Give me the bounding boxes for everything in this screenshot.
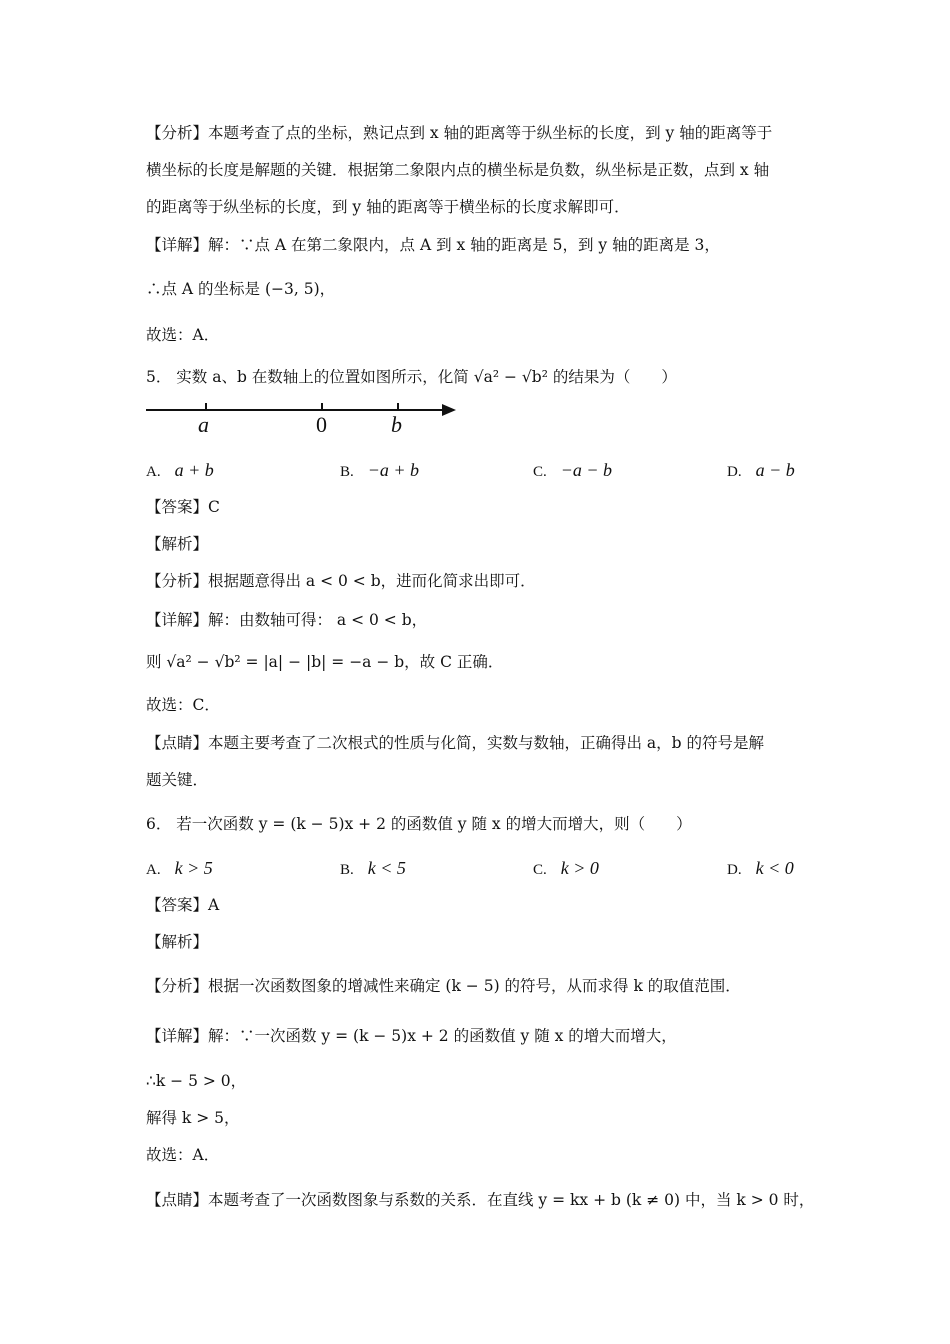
text-line: ∴点 A 的坐标是 (−3, 5)， — [146, 280, 336, 298]
choice-value: a − b — [755, 460, 795, 480]
q5-choice-a — [146, 459, 214, 483]
q6-choice-c — [533, 857, 599, 881]
choice-value: −a + b — [367, 460, 420, 480]
choice-label: B. — [340, 464, 354, 480]
choice-value: k > 5 — [174, 858, 213, 878]
number-line-label-a: a — [198, 412, 209, 437]
choice-value: −a − b — [560, 460, 613, 480]
choice-label: C. — [533, 862, 547, 878]
text-line: 【分析】根据一次函数图象的增减性来确定 (k − 5) 的符号，从而求得 k 的取值范围． — [146, 977, 741, 995]
number-line-label-b: b — [391, 412, 402, 437]
text-line: 故选：A． — [146, 326, 220, 344]
text-line: 故选：A． — [146, 1146, 220, 1164]
choice-value: a + b — [174, 460, 214, 480]
q6-choice-a — [146, 857, 213, 881]
choice-label: B. — [340, 862, 354, 878]
text-line: 题关键． — [146, 771, 209, 789]
choice-label: A. — [146, 862, 161, 878]
text-line: 故选：C． — [146, 696, 220, 714]
number-line-arrow — [442, 404, 456, 416]
text-line: 【答案】A — [146, 896, 220, 914]
text-line: ∴k − 5 > 0， — [146, 1072, 247, 1090]
text-line: 【详解】解：∵点 A 在第二象限内，点 A 到 x 轴的距离是 5，到 y 轴的距离是 3， — [146, 236, 720, 254]
text-line: 【解析】 — [146, 535, 209, 553]
q5-choice-b — [340, 459, 419, 483]
text-line: 【分析】本题考查了点的坐标，熟记点到 x 轴的距离等于纵坐标的长度，到 y 轴的距离等于 — [146, 124, 773, 142]
choice-value: k > 0 — [560, 858, 599, 878]
number-line-figure — [144, 398, 464, 438]
text-line: 【点睛】本题考查了一次函数图象与系数的关系．在直线 y = kx + b (k ≠ 0) 中，当 k > 0 时， — [146, 1191, 815, 1209]
question-6-stem: 6． 若一次函数 y = (k − 5)x + 2 的函数值 y 随 x 的增大而增大，则（ ） — [146, 815, 692, 833]
choice-value: k < 5 — [367, 858, 406, 878]
choice-label: D. — [727, 862, 742, 878]
question-5-stem: 5． 实数 a、b 在数轴上的位置如图所示，化简 √a² − √b² 的结果为（ ） — [146, 368, 677, 386]
q5-choice-d — [727, 459, 795, 483]
q5-choice-c — [533, 459, 612, 483]
text-line: 【解析】 — [146, 933, 209, 951]
number-line-label-zero: 0 — [316, 412, 327, 437]
choice-label: C. — [533, 464, 547, 480]
text-line: 【详解】解：由数轴可得： a < 0 < b， — [146, 611, 428, 629]
text-line: 横坐标的长度是解题的关键．根据第二象限内点的横坐标是负数，纵坐标是正数，点到 x 轴 — [146, 161, 770, 179]
choice-label: D. — [727, 464, 742, 480]
text-line: 【分析】根据题意得出 a < 0 < b，进而化简求出即可． — [146, 572, 536, 590]
text-line: 【点睛】本题主要考查了二次根式的性质与化简，实数与数轴，正确得出 a，b 的符号是解 — [146, 734, 765, 752]
choice-label: A. — [146, 464, 161, 480]
q6-choice-b — [340, 857, 406, 881]
text-line: 【详解】解：∵一次函数 y = (k − 5)x + 2 的函数值 y 随 x 的增大而增大， — [146, 1027, 677, 1045]
text-line: 的距离等于纵坐标的长度，到 y 轴的距离等于横坐标的长度求解即可． — [146, 198, 630, 216]
choice-value: k < 0 — [755, 858, 794, 878]
text-line: 则 √a² − √b² = |a| − |b| = −a − b，故 C 正确． — [146, 653, 504, 671]
q6-choice-d — [727, 857, 794, 881]
text-line: 解得 k > 5， — [146, 1109, 240, 1127]
text-line: 【答案】C — [146, 498, 220, 516]
